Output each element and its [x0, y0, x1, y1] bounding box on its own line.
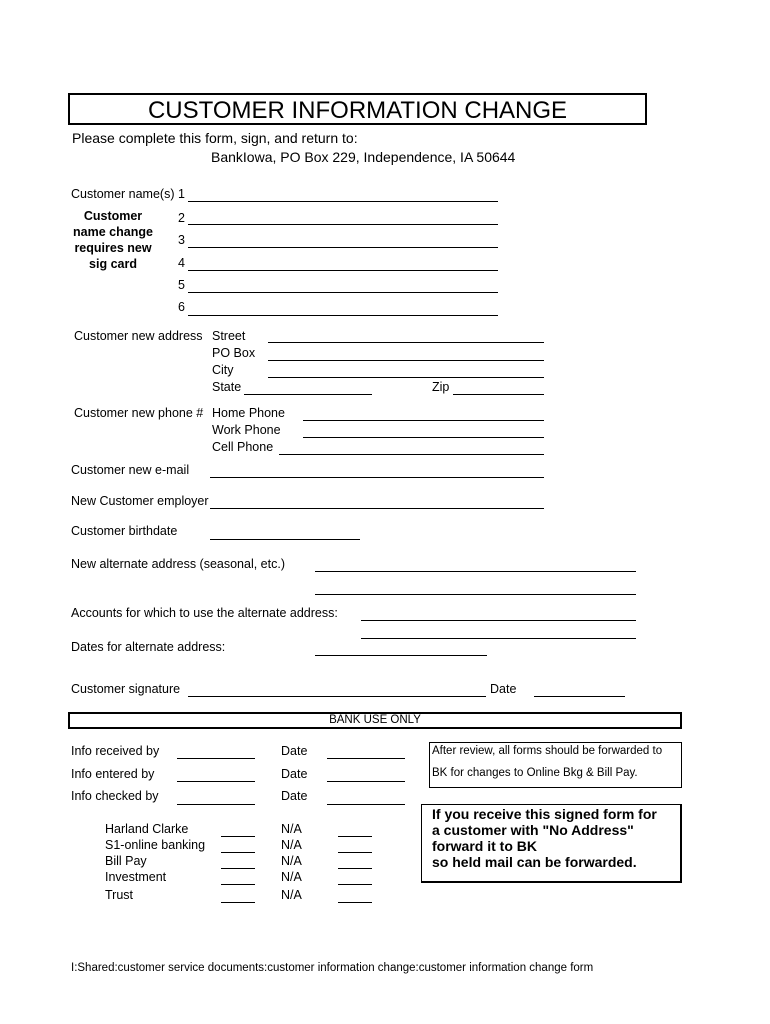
employer-label: New Customer employer: [71, 494, 209, 508]
alt-accounts-label: Accounts for which to use the alternate address:: [71, 606, 338, 620]
alert-line: If you receive this signed form for: [432, 806, 657, 822]
bank-use-header: [68, 712, 682, 729]
no-address-alert-box: [421, 804, 682, 883]
po-box-field[interactable]: [268, 346, 544, 361]
na-check-s1[interactable]: [338, 838, 372, 853]
employer-field[interactable]: [210, 494, 544, 509]
na-label: N/A: [281, 888, 302, 902]
email-field[interactable]: [210, 463, 544, 478]
entered-date-label: Date: [281, 767, 308, 781]
name-number: 3: [178, 233, 185, 247]
system-check-billpay[interactable]: [221, 854, 255, 869]
sig-card-note-line: sig card: [89, 257, 137, 271]
alt-address-label: New alternate address (seasonal, etc.): [71, 557, 285, 571]
sig-card-note-line: requires new: [74, 241, 152, 255]
city-field[interactable]: [268, 363, 544, 378]
city-label: City: [212, 363, 234, 377]
alt-address-field-1[interactable]: [315, 557, 636, 572]
sig-card-note-line: Customer: [83, 209, 143, 223]
na-check-investment[interactable]: [338, 870, 372, 885]
received-by-field[interactable]: [177, 744, 255, 759]
form-title: CUSTOMER INFORMATION CHANGE: [147, 97, 568, 124]
zip-field[interactable]: [453, 380, 544, 395]
alt-accounts-field-2[interactable]: [361, 624, 636, 639]
system-check-investment[interactable]: [221, 870, 255, 885]
na-check-harland[interactable]: [338, 822, 372, 837]
name-number: 1: [178, 187, 185, 201]
return-address: BankIowa, PO Box 229, Independence, IA 50644: [211, 149, 516, 165]
na-label: N/A: [281, 838, 302, 852]
name-number: 4: [178, 256, 185, 270]
po-box-label: PO Box: [212, 346, 256, 360]
zip-label: Zip: [432, 380, 450, 394]
review-note-box: [429, 742, 682, 788]
bank-use-title: BANK USE ONLY: [329, 714, 421, 726]
name-number: 2: [178, 211, 185, 225]
alt-dates-label: Dates for alternate address:: [71, 640, 226, 654]
system-check-s1[interactable]: [221, 838, 255, 853]
cell-phone-label: Cell Phone: [212, 440, 274, 454]
system-check-trust[interactable]: [221, 888, 255, 903]
system-label-investment: Investment: [105, 870, 167, 884]
alert-line: so held mail can be forwarded.: [432, 854, 637, 870]
na-check-trust[interactable]: [338, 888, 372, 903]
work-phone-label: Work Phone: [212, 423, 281, 437]
system-label-s1: S1-online banking: [105, 838, 206, 852]
street-field[interactable]: [268, 328, 544, 343]
info-received-label: Info received by: [71, 744, 160, 758]
system-label-billpay: Bill Pay: [105, 854, 147, 868]
na-check-billpay[interactable]: [338, 854, 372, 869]
new-address-label: Customer new address: [74, 329, 203, 343]
signature-date-field[interactable]: [534, 682, 625, 697]
name-field-6[interactable]: [188, 301, 498, 316]
na-label: N/A: [281, 854, 302, 868]
footer-path: I:Shared:customer service documents:customer information change:customer information change form: [71, 962, 594, 974]
name-field-1[interactable]: [188, 187, 498, 202]
alt-accounts-field-1[interactable]: [361, 606, 636, 621]
info-checked-label: Info checked by: [71, 789, 159, 803]
checked-by-field[interactable]: [177, 790, 255, 805]
name-number: 5: [178, 278, 185, 292]
entered-date-field[interactable]: [327, 767, 405, 782]
birthdate-field[interactable]: [210, 525, 360, 540]
birthdate-label: Customer birthdate: [71, 524, 178, 538]
signature-field[interactable]: [188, 682, 486, 697]
alert-line: forward it to BK: [432, 838, 537, 854]
review-note-line: BK for changes to Online Bkg & Bill Pay.: [432, 767, 638, 779]
instructions-text: Please complete this form, sign, and return to:: [72, 130, 358, 146]
state-label: State: [212, 380, 242, 394]
work-phone-field[interactable]: [303, 423, 544, 438]
name-number: 6: [178, 300, 185, 314]
na-label: N/A: [281, 870, 302, 884]
signature-date-label: Date: [490, 682, 517, 696]
street-label: Street: [212, 329, 246, 343]
title-box: [68, 93, 647, 125]
alt-address-field-2[interactable]: [315, 580, 636, 595]
signature-label: Customer signature: [71, 682, 181, 696]
home-phone-label: Home Phone: [212, 406, 285, 420]
entered-by-field[interactable]: [177, 767, 255, 782]
checked-date-field[interactable]: [327, 790, 405, 805]
name-field-4[interactable]: [188, 256, 498, 271]
cell-phone-field[interactable]: [279, 440, 544, 455]
sig-card-note-line: name change: [73, 225, 153, 239]
checked-date-label: Date: [281, 789, 308, 803]
name-field-5[interactable]: [188, 278, 498, 293]
email-label: Customer new e-mail: [71, 463, 190, 477]
info-entered-label: Info entered by: [71, 767, 155, 781]
state-field[interactable]: [244, 380, 372, 395]
review-note-line: After review, all forms should be forwarded to: [432, 745, 663, 757]
received-date-label: Date: [281, 744, 308, 758]
alert-line: a customer with "No Address": [432, 822, 634, 838]
received-date-field[interactable]: [327, 744, 405, 759]
system-label-trust: Trust: [105, 888, 134, 902]
customer-names-label: Customer name(s): [71, 187, 175, 201]
system-check-harland[interactable]: [221, 822, 255, 837]
sig-card-note: [70, 208, 156, 272]
home-phone-field[interactable]: [303, 406, 544, 421]
name-field-3[interactable]: [188, 233, 498, 248]
system-label-harland: Harland Clarke: [105, 822, 189, 836]
alt-dates-field[interactable]: [315, 641, 487, 656]
na-label: N/A: [281, 822, 302, 836]
name-field-2[interactable]: [188, 210, 498, 225]
new-phone-label: Customer new phone #: [74, 406, 204, 420]
